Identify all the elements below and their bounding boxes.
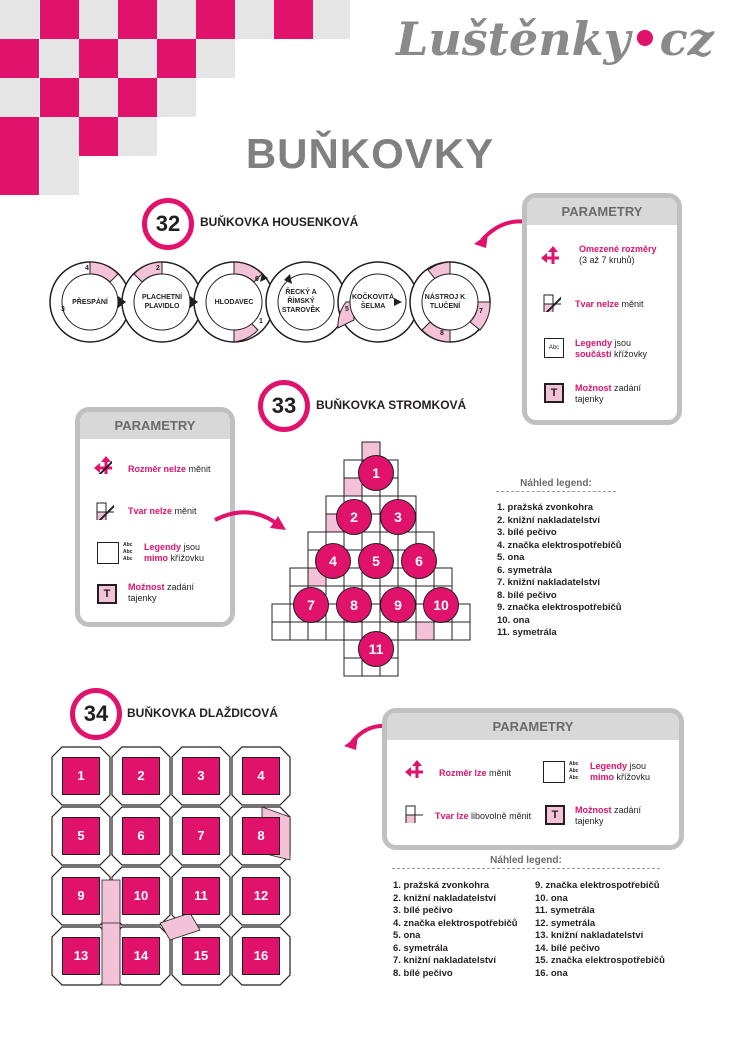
tile-number: 11	[182, 877, 220, 915]
params-heading: PARAMETRY	[80, 412, 230, 439]
param-row: Rozměr lze měnit	[439, 768, 512, 778]
list-item: 1. pražská zvonkohra	[497, 502, 594, 513]
ring-num: 3	[61, 306, 65, 313]
list-item: 16. ona	[535, 967, 568, 979]
tile-number: 9	[62, 877, 100, 915]
list-item: 2. knižní nakladatelství	[497, 514, 600, 526]
tile-number: 12	[242, 877, 280, 915]
tile-number: 1	[62, 757, 100, 795]
abc-box-icon: Abc	[544, 338, 564, 358]
abc-labels: Abc Abc Abc	[569, 761, 579, 781]
list-item: 14. bílé pečivo	[535, 942, 600, 954]
tile-number: 5	[62, 817, 100, 855]
ring-num: 5	[345, 306, 349, 313]
tile-number: 7	[182, 817, 220, 855]
list-item: 7. knižní nakladatelství	[497, 577, 600, 588]
list-item: 9. značka elektrospotřebičů	[535, 880, 660, 891]
t-box-icon: T	[97, 584, 117, 604]
arrows-icon	[405, 760, 423, 778]
tile-number: 13	[62, 937, 100, 975]
list-item: 1. pražská zvonkohra	[393, 880, 490, 891]
section-33-title: BUŇKOVKA STROMKOVÁ	[316, 398, 467, 412]
list-item: 12. symetrála	[535, 917, 596, 929]
param-row: Legendy jsou mimo křížovku	[144, 542, 205, 563]
ring-num: 8	[440, 330, 444, 337]
section-33-number: 33	[258, 380, 310, 432]
ring-label-5: KOČKOVITÁ ŠELMA	[352, 294, 394, 310]
param-row: Tvar lze libovolně měnit	[435, 811, 532, 821]
ring-label-1: PŘESPÁNÍ	[72, 299, 108, 306]
list-item: 15. značka elektrospotřebičů	[535, 955, 665, 966]
t-box-icon: T	[544, 383, 564, 403]
page-title: BUŇKOVKY	[245, 130, 495, 177]
list-item: 7. knižní nakladatelství	[393, 955, 496, 966]
legend-heading-33: Náhled legend:	[496, 478, 616, 492]
section-34-title: BUŇKOVKA DLAŽDICOVÁ	[127, 706, 278, 720]
param-row: Možnost zadání tajenky	[575, 805, 642, 826]
params-heading: PARAMETRY	[527, 198, 677, 225]
ring-label-6: NÁSTROJ K TLUČENÍ	[424, 294, 466, 310]
crossed-shape-icon	[96, 502, 114, 520]
tree-circle: 1	[358, 455, 394, 491]
list-item: 4. značka elektrospotřebičů	[393, 917, 518, 929]
section-32-title: BUŇKOVKA HOUSENKOVÁ	[200, 215, 359, 229]
param-row: Možnost zadání tajenky	[128, 582, 195, 603]
list-item: 6. symetrála	[497, 564, 552, 576]
crossed-shape-icon	[543, 294, 561, 312]
tile-number: 16	[242, 937, 280, 975]
list-item: 9. značka elektrospotřebičů	[497, 602, 622, 613]
legend-list-34-a	[393, 880, 518, 980]
ring-label-2: PLACHETNÍ PLAVIDLO	[141, 294, 183, 310]
list-item: 5. ona	[393, 930, 421, 941]
tree-circle: 8	[336, 587, 372, 623]
list-item: 5. ona	[497, 552, 525, 563]
tile-number: 14	[122, 937, 160, 975]
tree-circle: 6	[401, 543, 437, 579]
ring-num: 7	[479, 308, 483, 315]
params-heading: PARAMETRY	[387, 713, 679, 740]
empty-box-icon	[543, 761, 565, 783]
param-row: Legendy jsou součástí křížovky	[575, 338, 648, 359]
list-item: 10. ona	[497, 614, 530, 626]
tree-circle: 9	[380, 587, 416, 623]
tile-number: 4	[242, 757, 280, 795]
param-row: Omezené rozměry (3 až 7 kruhů)	[579, 244, 657, 265]
list-item: 3. bílé pečivo	[393, 905, 453, 916]
ring-num: 1	[259, 318, 263, 325]
list-item: 2. knižní nakladatelství	[393, 892, 496, 904]
tile-number: 6	[122, 817, 160, 855]
arrows-icon	[541, 246, 559, 264]
param-row: Možnost zadání tajenky	[575, 383, 642, 404]
list-item: 8. bílé pečivo	[497, 589, 557, 601]
tree-circle: 2	[336, 499, 372, 535]
params-box-34	[382, 708, 684, 850]
tree-circle: 7	[293, 587, 329, 623]
ring-num: 6	[255, 276, 259, 283]
legend-heading-34: Náhled legend:	[392, 855, 660, 869]
param-row: Legendy jsou mimo křížovku	[590, 761, 651, 782]
crossed-arrows-icon	[94, 456, 112, 474]
section-34-number: 34	[70, 688, 122, 740]
legend-list-33	[497, 502, 622, 640]
ring-label-4: ŘECKÝ A ŘÍMSKÝ STAROVĚK	[281, 289, 321, 314]
ring-num: 4	[85, 265, 89, 272]
list-item: 4. značka elektrospotřebičů	[497, 539, 622, 551]
tree-circle: 4	[315, 543, 351, 579]
tree-circle: 3	[380, 499, 416, 535]
tile-number: 2	[122, 757, 160, 795]
abc-labels: Abc Abc Abc	[123, 542, 133, 562]
tree-circle: 5	[358, 543, 394, 579]
list-item: 13. knižní nakladatelství	[535, 930, 644, 941]
tile-number: 8	[242, 817, 280, 855]
list-item: 11. symetrála	[497, 627, 557, 638]
ring-num: 2	[156, 265, 160, 272]
tile-number: 10	[122, 877, 160, 915]
legend-list-34-b	[535, 880, 665, 980]
tile-number: 3	[182, 757, 220, 795]
list-item: 11. symetrála	[535, 905, 595, 916]
t-box-icon: T	[545, 805, 565, 825]
params-box-32	[522, 193, 682, 425]
param-row: Tvar nelze měnit	[575, 299, 644, 309]
list-item: 6. symetrála	[393, 942, 448, 954]
empty-box-icon	[97, 542, 119, 564]
list-item: 8. bílé pečivo	[393, 967, 453, 979]
brand-logo[interactable]: Luštěnky•cz	[396, 12, 714, 66]
list-item: 3. bílé pečivo	[497, 527, 557, 538]
ring-label-3: HLODAVEC	[214, 299, 254, 306]
tree-circle: 11	[358, 631, 394, 667]
section-32-number: 32	[142, 198, 194, 250]
tree-circle: 10	[423, 587, 459, 623]
tile-number: 15	[182, 937, 220, 975]
param-row: Tvar nelze měnit	[128, 506, 197, 516]
shape-icon	[405, 805, 423, 823]
param-row: Rozměr nelze měnit	[128, 464, 211, 474]
list-item: 10. ona	[535, 892, 568, 904]
